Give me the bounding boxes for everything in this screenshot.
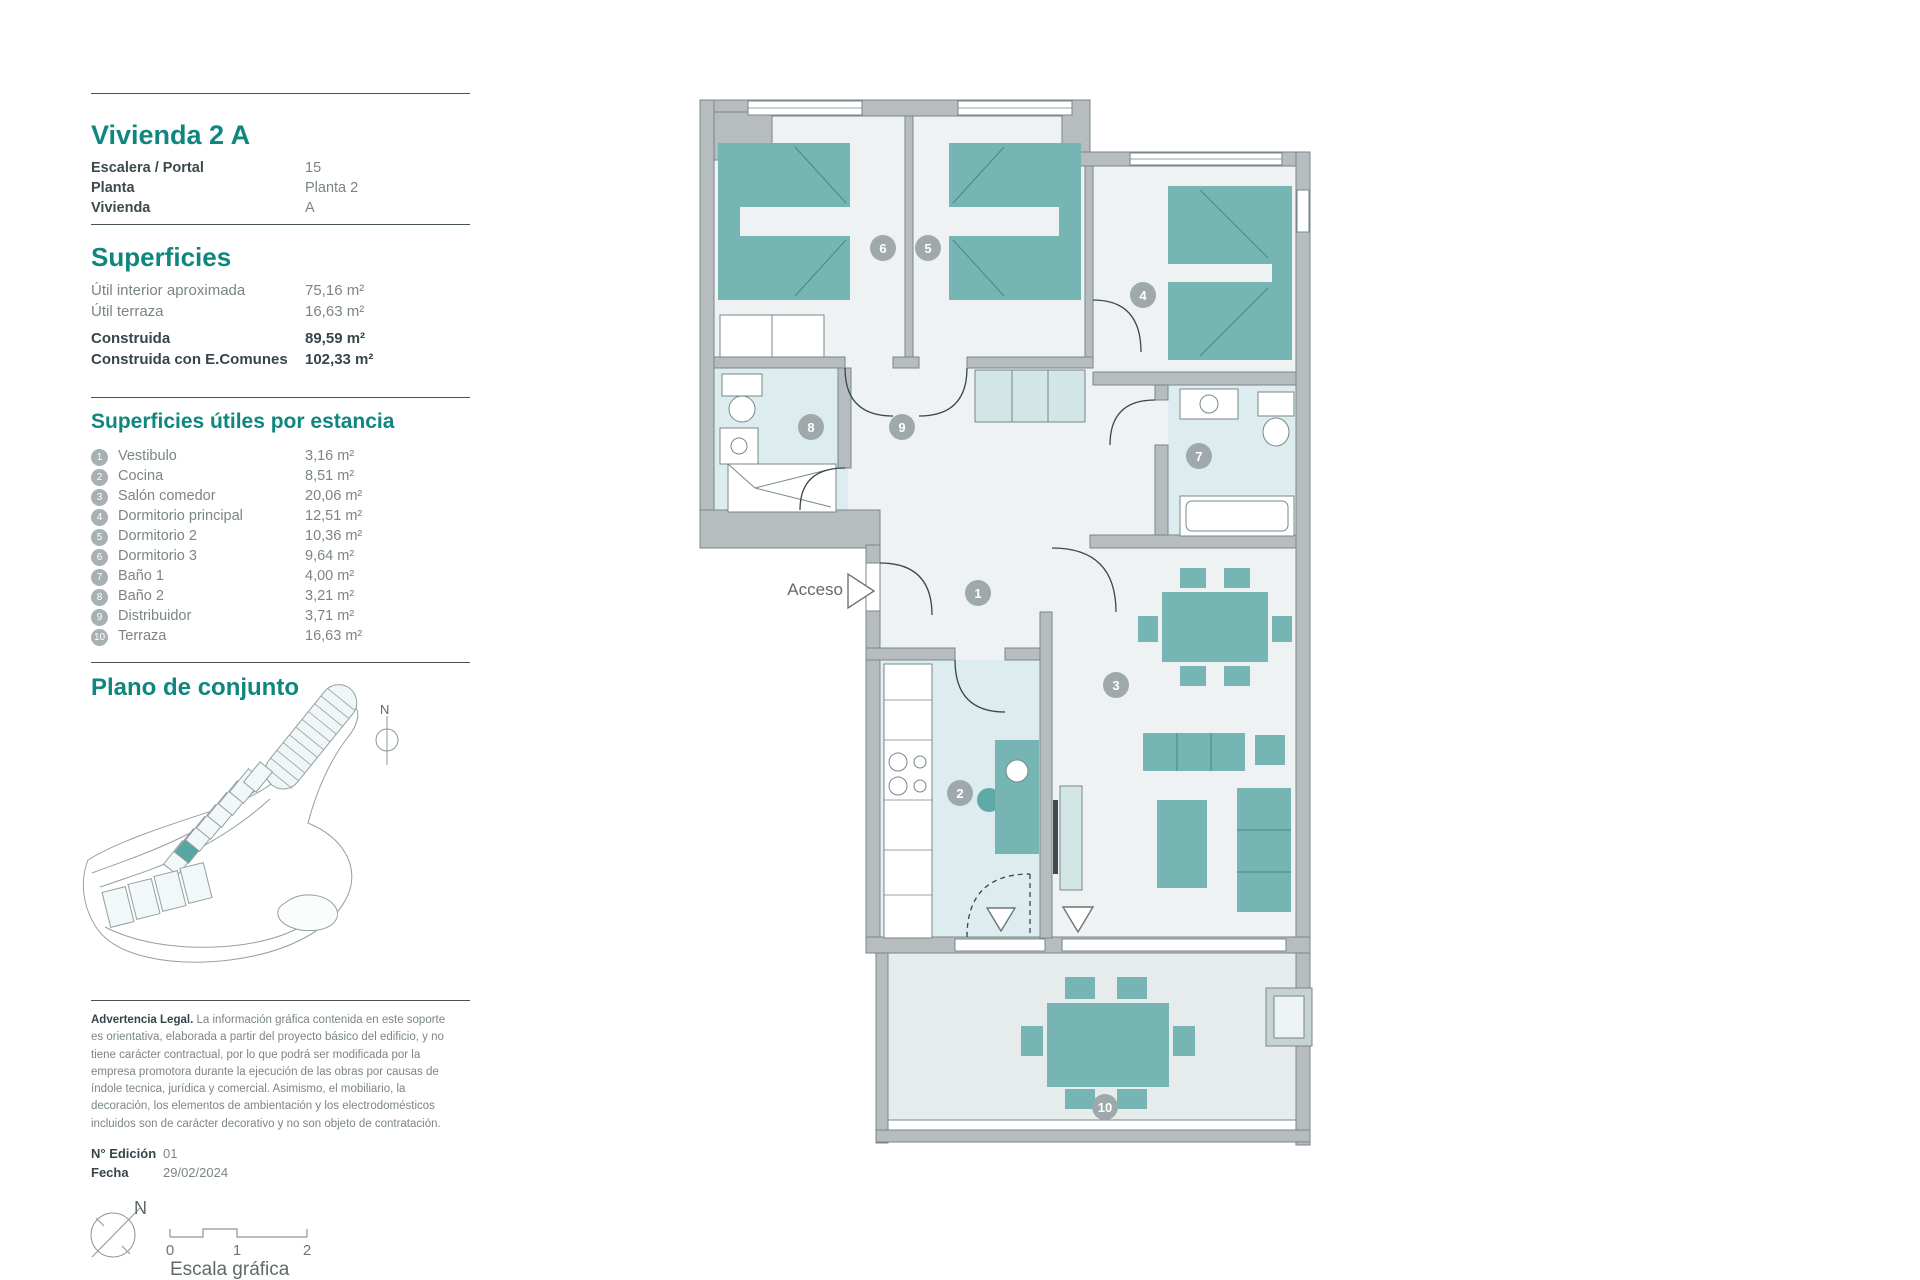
estancia-row (91, 628, 470, 648)
estancias-heading: Superficies útiles por estancia (91, 410, 395, 433)
divider (91, 224, 470, 225)
room-label-8: 8 (798, 414, 824, 440)
superficies-value: 75,16 m² (305, 282, 365, 299)
site-plan-drawing (83, 677, 398, 962)
edition-row (91, 1165, 470, 1184)
sofa (1143, 733, 1245, 771)
estancia-label: Dormitorio 2 (118, 528, 197, 544)
estancias-list (91, 448, 470, 648)
estancia-label: Terraza (118, 628, 167, 644)
bottom-compass (91, 1198, 147, 1257)
divider (91, 662, 470, 663)
edition-row (91, 1146, 470, 1165)
estancia-value: 16,63 m² (305, 628, 363, 644)
site-north-label: N (380, 702, 390, 717)
superficies-label: Útil terraza (91, 303, 164, 320)
legal-title: Advertencia Legal. (91, 1014, 194, 1026)
room-label-10: 10 (1092, 1094, 1118, 1120)
construida-label: Construida con E.Comunes (91, 351, 288, 368)
page-title: Vivienda 2 A (91, 120, 251, 150)
compass-needle (92, 1208, 140, 1257)
estancia-number-badge: 9 (91, 609, 108, 626)
estancia-row (91, 488, 470, 508)
room-label-4: 4 (1130, 282, 1156, 308)
floor-plan-drawing (700, 100, 1312, 1145)
estancia-value: 4,00 m² (305, 568, 355, 584)
estancia-number-badge: 2 (91, 469, 108, 486)
scale-tick-2: 2 (302, 1242, 312, 1259)
edition-label: N° Edición (91, 1146, 157, 1161)
estancia-number-badge: 8 (91, 589, 108, 606)
estancia-row (91, 608, 470, 628)
superficies-value: 16,63 m² (305, 303, 365, 320)
estancia-value: 20,06 m² (305, 488, 363, 504)
construida-value: 89,59 m² (305, 330, 366, 347)
superficies-table (91, 282, 470, 324)
estancia-row (91, 468, 470, 488)
room-label-5: 5 (915, 235, 941, 261)
estancia-row (91, 588, 470, 608)
superficies-label: Útil interior aproximada (91, 282, 246, 299)
terrace-table (1047, 1003, 1169, 1087)
legal-text (91, 1012, 459, 1133)
scale-tick-0: 0 (165, 1242, 175, 1259)
site-lower-cluster (102, 863, 212, 928)
room-label-9: 9 (889, 414, 915, 440)
kitchen-island (995, 740, 1039, 854)
info-label: Vivienda (91, 200, 151, 216)
divider (91, 397, 470, 398)
scale-bar (170, 1229, 307, 1237)
divider (91, 93, 470, 94)
info-row (91, 180, 470, 200)
north-label: N (134, 1198, 147, 1218)
site-mid-units (164, 762, 273, 875)
tv (1053, 800, 1058, 874)
superficies-heading: Superficies (91, 242, 232, 272)
estancia-value: 12,51 m² (305, 508, 363, 524)
estancia-row (91, 548, 470, 568)
info-label: Planta (91, 180, 135, 196)
edition-table (91, 1146, 470, 1184)
estancia-number-badge: 7 (91, 569, 108, 586)
edition-value: 01 (163, 1146, 178, 1161)
estancia-number-badge: 5 (91, 529, 108, 546)
side-table (1255, 735, 1285, 765)
estancia-value: 3,71 m² (305, 608, 355, 624)
construida-value: 102,33 m² (305, 351, 374, 368)
info-label: Escalera / Portal (91, 160, 204, 176)
bedroom-wardrobe-outline (720, 315, 824, 357)
estancia-label: Dormitorio 3 (118, 548, 197, 564)
estancia-value: 8,51 m² (305, 468, 355, 484)
room-label-6: 6 (870, 235, 896, 261)
scale-tick-1: 1 (232, 1242, 242, 1259)
legal-body: La información gráfica contenida en este soporte es orientativa, elaborada a partir del proyecto básico del edificio, y no tiene carácter contractual, por lo que podrá ser modificada por la empresa promotora durante la ejecución de las obras por causas de índole tecnica, jurídica y comercial. Asimismo, el mobiliario, la decoración, los elementos de ambientación y los electrodomésticos incluidos son de carácter decorativo y no son objeto de contratación. (91, 1014, 446, 1130)
unit-info-table (91, 160, 470, 220)
edition-value: 29/02/2024 (163, 1165, 229, 1180)
divider (91, 1000, 470, 1001)
estancia-value: 3,21 m² (305, 588, 355, 604)
room-label-1: 1 (965, 580, 991, 606)
info-row (91, 200, 470, 220)
estancia-number-badge: 1 (91, 449, 108, 466)
info-value: Planta 2 (305, 180, 359, 196)
site-compass (376, 702, 398, 765)
terrace-planter (1266, 988, 1312, 1046)
estancia-label: Baño 1 (118, 568, 164, 584)
room-label-2: 2 (947, 780, 973, 806)
estancia-row (91, 528, 470, 548)
superficies-row (91, 282, 470, 303)
estancia-value: 10,36 m² (305, 528, 363, 544)
dining-table (1162, 592, 1268, 662)
estancia-label: Distribuidor (118, 608, 192, 624)
estancia-number-badge: 10 (91, 629, 108, 646)
construida-row (91, 330, 470, 351)
scale-caption: Escala gráfica (170, 1259, 290, 1280)
estancia-value: 9,64 m² (305, 548, 355, 564)
construida-table (91, 330, 470, 372)
estancia-label: Dormitorio principal (118, 508, 243, 524)
site-pond (278, 895, 338, 931)
estancia-row (91, 568, 470, 588)
estancia-row (91, 448, 470, 468)
construida-label: Construida (91, 330, 171, 347)
room-label-7: 7 (1186, 443, 1212, 469)
estancia-row (91, 508, 470, 528)
construida-row (91, 351, 470, 372)
acceso-label: Acceso (787, 580, 843, 599)
plano-heading: Plano de conjunto (91, 674, 299, 701)
media-unit (1060, 786, 1082, 890)
estancia-number-badge: 4 (91, 509, 108, 526)
estancia-number-badge: 6 (91, 549, 108, 566)
info-row (91, 160, 470, 180)
estancia-label: Vestibulo (118, 448, 177, 464)
info-value: 15 (305, 160, 322, 176)
estancia-number-badge: 3 (91, 489, 108, 506)
estancia-value: 3,16 m² (305, 448, 355, 464)
room-label-3: 3 (1103, 672, 1129, 698)
info-value: A (305, 200, 315, 216)
kitchen-sink (1006, 760, 1028, 782)
estancia-label: Salón comedor (118, 488, 216, 504)
superficies-row (91, 303, 470, 324)
estancia-label: Baño 2 (118, 588, 164, 604)
estancia-label: Cocina (118, 468, 164, 484)
l-sofa (1237, 788, 1291, 912)
couch (1157, 800, 1207, 888)
wardrobe (975, 370, 1085, 422)
edition-label: Fecha (91, 1165, 129, 1180)
